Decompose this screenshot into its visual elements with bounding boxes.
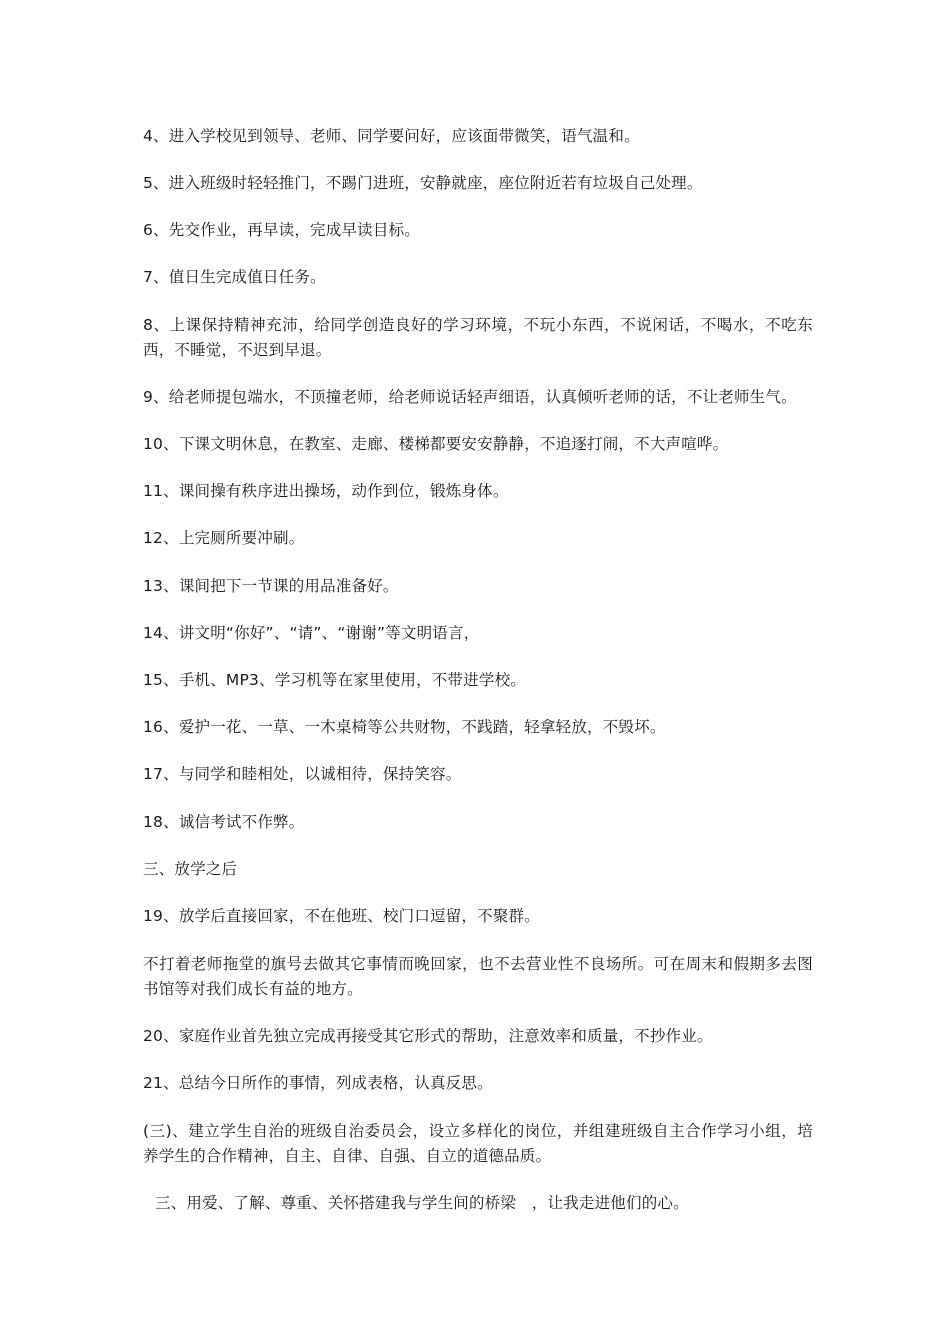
- paragraph-rule-15: 15、手机、MP3、学习机等在家里使用，不带进学校。: [143, 671, 527, 689]
- paragraph-rule-17: 17、与同学和睦相处，以诚相待，保持笑容。: [143, 765, 462, 783]
- paragraph-self-governance: (三)、建立学生自治的班级自治委员会，设立多样化的岗位，并组建班级自主合作学习小组，培养学生的合作精神，自主、自律、自强、自立的道德品质。: [143, 1122, 813, 1165]
- paragraph-rule-5: 5、进入班级时轻轻推门，不踢门进班，安静就座，座位附近若有垃圾自己处理。: [143, 174, 703, 192]
- paragraph-rule-8: 8、上课保持精神充沛，给同学创造良好的学习环境，不玩小东西，不说闲话，不喝水，不吃东西，不睡觉，不迟到早退。: [143, 316, 813, 359]
- paragraph-rule-20: 20、家庭作业首先独立完成再接受其它形式的帮助，注意效率和质量，不抄作业。: [143, 1027, 713, 1045]
- paragraph-rule-16: 16、爱护一花、一草、一木桌椅等公共财物，不践踏，轻拿轻放，不毁坏。: [143, 718, 666, 736]
- paragraph-rule-9: 9、给老师提包端水，不顶撞老师，给老师说话轻声细语，认真倾听老师的话，不让老师生气。: [143, 388, 797, 406]
- paragraph-rule-21: 21、总结今日所作的事情，列成表格，认真反思。: [143, 1074, 493, 1092]
- paragraph-rule-18: 18、诚信考试不作弊。: [143, 813, 305, 831]
- paragraph-rule-11: 11、课间操有秩序进出操场，动作到位，锻炼身体。: [143, 482, 509, 500]
- section-heading-bridge: 三、用爱、了解、尊重、关怀搭建我与学生间的桥梁 ，让我走进他们的心。: [155, 1194, 689, 1212]
- section-heading-after-school: 三、放学之后: [143, 860, 238, 878]
- paragraph-rule-19: 19、放学后直接回家，不在他班、校门口逗留，不聚群。: [143, 907, 540, 925]
- paragraph-rule-19-detail: 不打着老师拖堂的旗号去做其它事情而晚回家，也不去营业性不良场所。可在周末和假期多去图书馆等对我们成长有益的地方。: [143, 955, 813, 998]
- paragraph-rule-13: 13、课间把下一节课的用品准备好。: [143, 577, 399, 595]
- paragraph-rule-12: 12、上完厕所要冲刷。: [143, 529, 305, 547]
- paragraph-rule-6: 6、先交作业，再早读，完成早读目标。: [143, 221, 420, 239]
- paragraph-rule-10: 10、下课文明休息，在教室、走廊、楼梯都要安安静静，不追逐打闹，不大声喧哗。: [143, 435, 729, 453]
- paragraph-rule-14: 14、讲文明“你好”、“请”、“谢谢”等文明语言，: [143, 624, 480, 642]
- paragraph-rule-4: 4、进入学校见到领导、老师、同学要问好，应该面带微笑，语气温和。: [143, 127, 640, 145]
- paragraph-rule-7: 7、值日生完成值日任务。: [143, 268, 326, 286]
